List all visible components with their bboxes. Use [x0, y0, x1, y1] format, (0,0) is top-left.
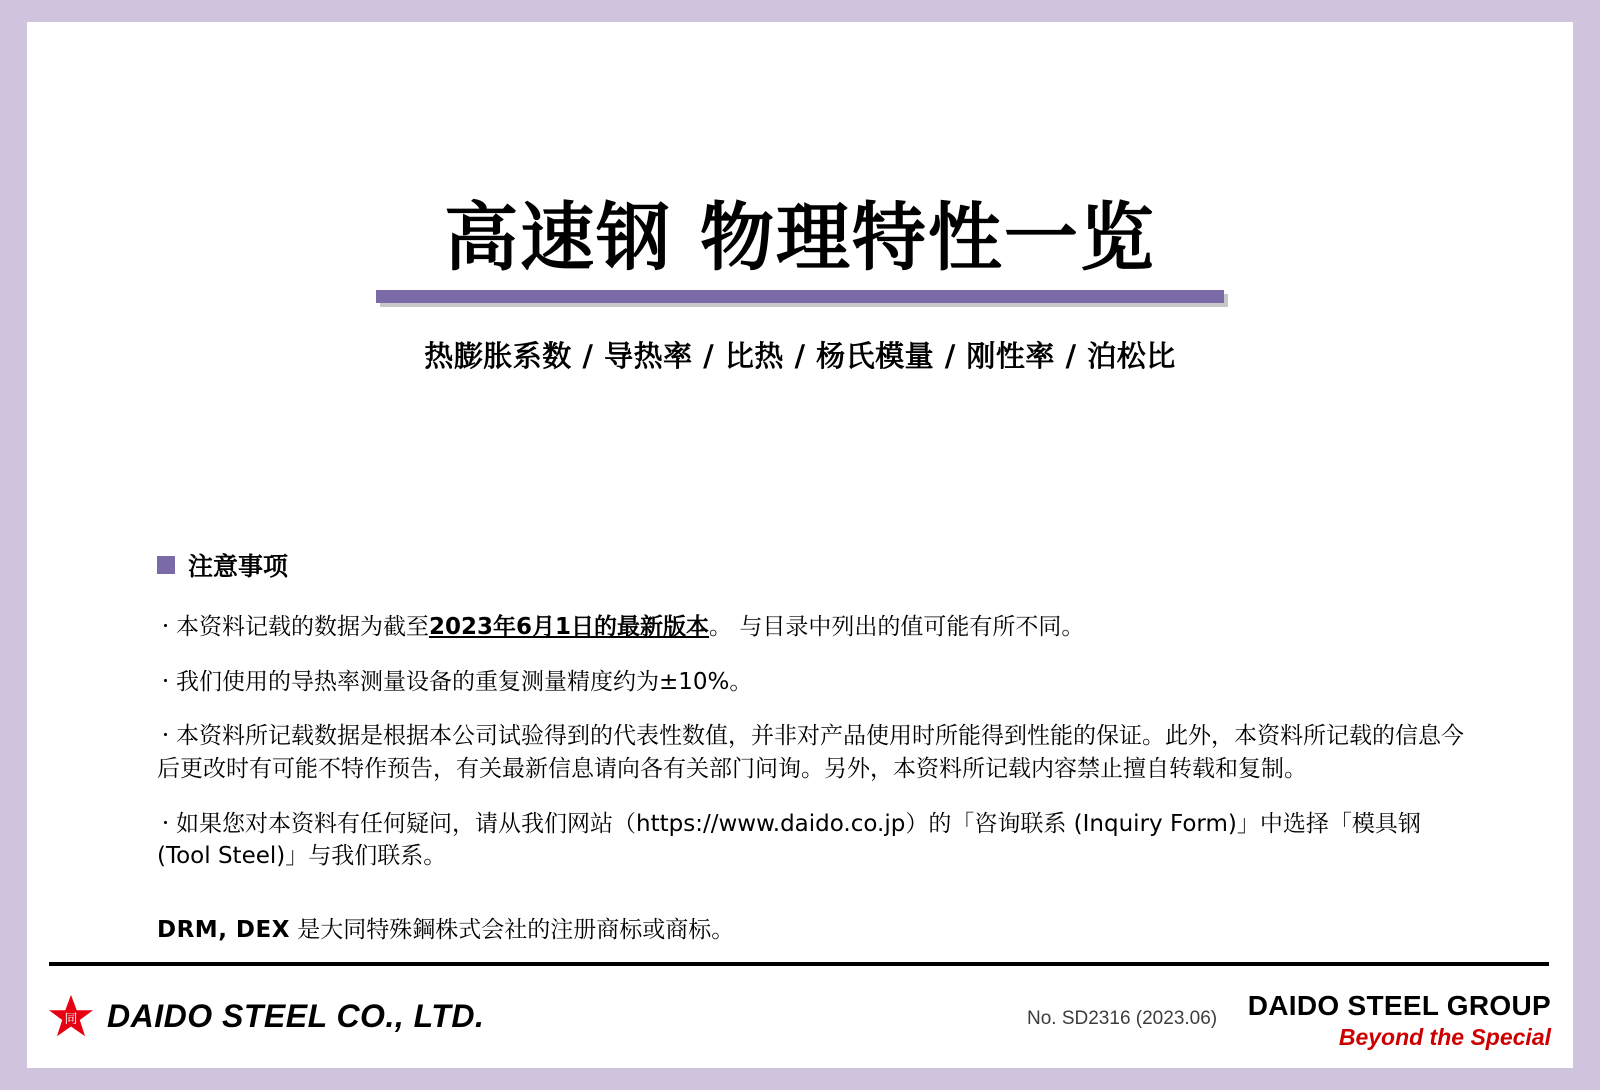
footer-divider: [49, 962, 1549, 966]
square-bullet-icon: [157, 556, 175, 574]
note-text: 如果您对本资料有任何疑问，请从我们网站（https://www.daido.co.jp）的「咨询联系 (Inquiry Form)」中选择「模具钢 (Tool Steel)」与我们联系。: [157, 810, 1421, 870]
page-subtitle: 热膨胀系数 / 导热率 / 比热 / 杨氏模量 / 刚性率 / 泊松比: [424, 338, 1176, 373]
company-name: DAIDO STEEL CO., LTD.: [107, 997, 485, 1034]
note-bullet-icon: ・: [157, 617, 174, 637]
note-bullet-icon: ・: [157, 813, 174, 834]
group-tagline: Beyond the Special: [1338, 1024, 1551, 1050]
note-item: [157, 611, 1477, 644]
company-logo: [49, 994, 484, 1038]
title-divider: [376, 290, 1224, 303]
group-logo: [1248, 990, 1551, 1051]
slide-canvas: [27, 22, 1573, 1068]
note-item: [157, 720, 1477, 785]
note-item: [157, 808, 1477, 873]
note-item: [157, 666, 1477, 699]
note-text-pre: 本资料记载的数据为截至: [176, 614, 429, 640]
note-text: 我们使用的导热率测量设备的重复测量精度约为±10%。: [176, 668, 753, 695]
note-text: 本资料所记载数据是根据本公司试验得到的代表性数值，并非对产品使用时所能得到性能的保证。此外，本资料所记载的信息今后更改时有可能不特作预告，有关最新信息请向各有关部门问询。另外，本资料所记载内容禁止擅自转载和复制。: [157, 723, 1464, 782]
title-divider-wrap: [27, 278, 1573, 304]
group-name: DAIDO STEEL GROUP: [1247, 990, 1551, 1021]
note-bullet-icon: ・: [157, 671, 174, 692]
title-block: [27, 22, 1573, 375]
trademark-marks: DRM, DEX: [157, 916, 290, 943]
notes-section: [157, 547, 1477, 944]
trademark-text: 是大同特殊鋼株式会社的注册商标或商标。: [289, 916, 735, 943]
note-bullet-icon: ・: [157, 726, 174, 747]
star-kanji-label: 同: [64, 1012, 78, 1027]
footer: [27, 974, 1573, 1068]
document-number: No. SD2316 (2023.06): [1027, 1008, 1218, 1029]
note-emphasis: 2023年6月1日的最新版本: [429, 614, 710, 640]
notes-heading: [157, 547, 1477, 583]
note-text-post: 。 与目录中列出的值可能有所不同。: [709, 614, 1085, 640]
trademark-note: [157, 911, 1477, 944]
notes-heading-label: 注意事项: [188, 552, 289, 581]
page-title: 高速钢 物理特性一览: [444, 195, 1156, 281]
star-icon: [49, 994, 93, 1038]
